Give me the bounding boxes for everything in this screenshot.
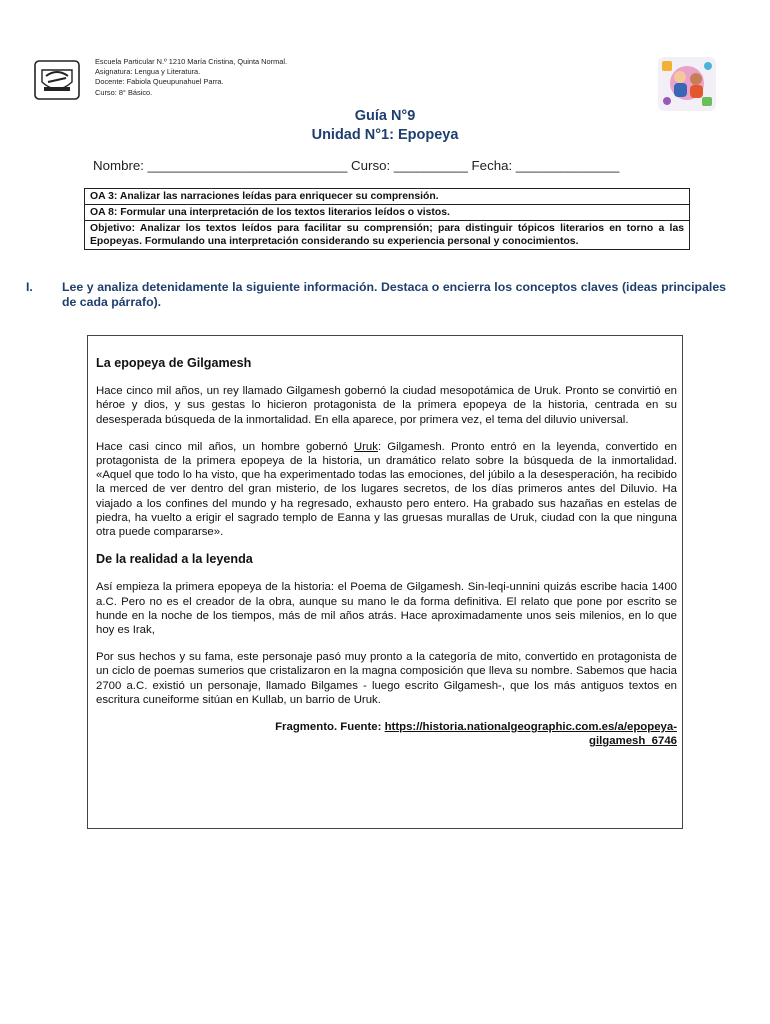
instruction-text: Lee y analiza detenidamente la siguiente información. Destaca o encierra los conceptos claves (ideas principales de cada párrafo).	[62, 280, 726, 309]
objectives-box	[84, 188, 690, 250]
guide-number: Guía N°9	[354, 108, 416, 124]
instruction-number: I.	[26, 280, 33, 294]
reading-heading-2: De la realidad a la leyenda	[96, 552, 253, 567]
teacher: Docente: Fabiola Queupunahuel Parra.	[95, 77, 224, 87]
paragraph-1: Hace cinco mil años, un rey llamado Gilgamesh gobernó la ciudad mesopotámica de Uruk. Pronto se convirtió en héroe y dios, y sus gestas lo hicieron protagonista de la primera epopeya de la historia, centrada en su desesperada búsqueda de la inmortalidad. En ella aparece, por primera vez, el tema del diluvio universal.	[96, 385, 677, 426]
source-citation	[96, 720, 677, 748]
school-crest-icon	[34, 60, 80, 100]
oa8-row: OA 8: Formular una interpretación de los textos literarios leídos o vistos.	[85, 205, 689, 221]
source-label: Fragmento. Fuente:	[275, 721, 385, 734]
source-link-line-1[interactable]: https://historia.nationalgeographic.com.es/a/epopeya-	[384, 721, 677, 734]
instruction	[26, 280, 726, 310]
unit-title: Unidad N°1: Epopeya	[311, 127, 459, 143]
school-info	[95, 57, 287, 98]
reading-box	[87, 335, 683, 829]
subject: Asignatura: Lengua y Literatura.	[95, 67, 201, 77]
uruk-link[interactable]: Uruk	[353, 440, 378, 453]
paragraph-2-start: Hace casi cinco mil años, un hombre gobernó	[96, 440, 354, 453]
oa3-row: OA 3: Analizar las narraciones leídas para enriquecer su comprensión.	[85, 189, 689, 205]
reading-heading-1: La epopeya de Gilgamesh	[96, 356, 252, 370]
objective-row: Objetivo: Analizar los textos leídos para facilitar su comprensión; para distinguir tópicos literarios en torno a las Epopeyas. Formulando una interpretación considerando su experiencia personal y conocimientos.	[90, 223, 684, 247]
paragraph-3: Así empieza la primera epopeya de la historia: el Poema de Gilgamesh. Sin-leqi-unnini quizás escribe hacia 1400 a.C. Pero no es el creador de la obra, aunque su mano le da forma definitiva. El relato que pone por escrito se hunde en la noche de los tiempos, más de mil años atrás. Hace aproximadamente unos seis milenios, en lo que hoy es Irak,	[96, 581, 677, 637]
course: Curso: 8° Básico.	[95, 87, 153, 97]
school-name: Escuela Particular N.º 1210 María Cristina, Quinta Normal.	[95, 57, 288, 66]
students-collage-icon	[658, 57, 716, 111]
paragraph-2-rest: : Gilgamesh. Pronto entró en la leyenda, convertido en protagonista de la primera epopeya de la historia, un dramático relato sobre la búsqueda de la inmortalidad. «Aquel que todo lo ha visto, que ha experimentado todas las emociones, del júbilo a la desesperación, ha recibido la merced de ver dentro del gran misterio, de los lugares secretos, de los días primeros antes del Diluvio. Ha viajado a los confines del mundo y ha regresado, exhausto pero entero. Ha grabado sus hazañas en estelas de piedra, ha vuelto a erigir el sagrado templo de Eanna y las gruesas murallas de Uruk, ciudad con la que ninguna otra puede compararse».	[96, 440, 677, 539]
source-link-line-2[interactable]: gilgamesh_6746	[588, 735, 677, 748]
student-fields: Nombre: ___________________________ Curso: __________ Fecha: ______________	[93, 158, 620, 173]
paragraph-4: Por sus hechos y su fama, este personaje pasó muy pronto a la categoría de mito, convertido en protagonista de un ciclo de poemas sumerios que cristalizaron en la magna composición que lleva su nombre. Sabemos que hacia 2700 a.C. existió un personaje, llamado Bilgames - luego escrito Gilgamesh-, que los más antiguos textos en escritura cuneiforme sitúan en Kullab, un barrio de Uruk.	[96, 651, 677, 706]
paragraph-2	[96, 440, 677, 539]
